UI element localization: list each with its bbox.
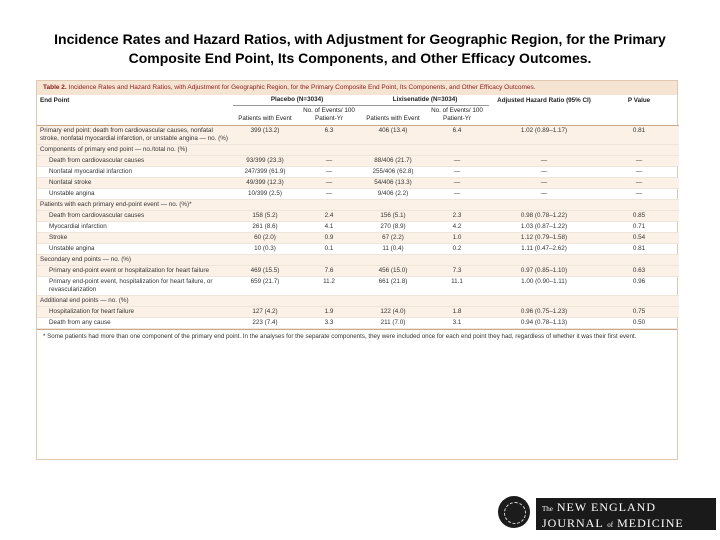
lixisenatide-rate-cell: 7.3 [425,266,489,277]
placebo-rate-cell: 2.4 [297,211,361,222]
placebo-rate-cell: — [297,189,361,200]
p-value-cell: 0.96 [599,277,679,296]
hazard-ratio-cell: — [489,189,599,200]
header-end-point: End Point [40,96,70,104]
section-label: Components of primary end point — no./total no. (%) [37,145,679,156]
table-row [37,244,679,255]
table-row [37,318,679,329]
p-value-cell: — [599,167,679,178]
lixisenatide-patients-cell: 88/406 (21.7) [361,156,425,167]
lixisenatide-rate-cell: 3.1 [425,318,489,329]
section-label: Secondary end points — no. (%) [37,255,679,266]
lixisenatide-patients-cell: 54/406 (13.3) [361,178,425,189]
placebo-patients-cell: 49/399 (12.3) [233,178,297,189]
table-row [37,156,679,167]
placebo-rate-cell: 0.9 [297,233,361,244]
table-row [37,233,679,244]
placebo-patients-cell: 127 (4.2) [233,307,297,318]
p-value-cell: 0.81 [599,244,679,255]
results-table [37,95,679,329]
placebo-patients-cell: 247/399 (61.9) [233,167,297,178]
placebo-rate-cell: 3.3 [297,318,361,329]
journal-name-line1: NEW ENGLAND [556,500,656,514]
placebo-rate-cell: — [297,156,361,167]
hazard-ratio-cell: 0.94 (0.78–1.13) [489,318,599,329]
slide-title [20,30,700,68]
hazard-ratio-cell: 1.03 (0.87–1.22) [489,222,599,233]
table-caption-bar [37,81,677,95]
journal-name [536,498,716,530]
placebo-rate-cell: 11.2 [297,277,361,296]
table-row [37,211,679,222]
p-value-cell: — [599,189,679,200]
p-value-cell: — [599,178,679,189]
lixisenatide-patients-cell: 270 (8.9) [361,222,425,233]
slide-title-line1: Incidence Rates and Hazard Ratios, with Adjustment for Geographic Region, for the Primary [54,31,666,47]
subheader-lixi-patients: Patients with Event [361,106,425,126]
row-label: Nonfatal stroke [37,178,233,189]
p-value-cell: 0.75 [599,307,679,318]
placebo-patients-cell: 659 (21.7) [233,277,297,296]
lixisenatide-patients-cell: 9/406 (2.2) [361,189,425,200]
lixisenatide-rate-cell: — [425,156,489,167]
row-label: Unstable angina [37,189,233,200]
placebo-rate-cell: — [297,178,361,189]
hazard-ratio-cell: 0.98 (0.78–1.22) [489,211,599,222]
header-p-value: P Value [627,96,651,104]
placebo-patients-cell: 10/399 (2.5) [233,189,297,200]
hazard-ratio-cell: — [489,178,599,189]
placebo-patients-cell: 399 (13.2) [233,126,297,145]
placebo-patients-cell: 469 (15.5) [233,266,297,277]
lixisenatide-rate-cell: 11.1 [425,277,489,296]
placebo-rate-cell: 4.1 [297,222,361,233]
journal-name-prefix: The [542,505,553,513]
placebo-rate-cell: 1.9 [297,307,361,318]
lixisenatide-rate-cell: 2.3 [425,211,489,222]
p-value-cell: 0.85 [599,211,679,222]
table-row [37,126,679,145]
results-table-panel [36,80,678,460]
p-value-cell: 0.71 [599,222,679,233]
row-label: Death from cardiovascular causes [37,156,233,167]
row-label: Nonfatal myocardial infarction [37,167,233,178]
hazard-ratio-cell: — [489,156,599,167]
table-row [37,178,679,189]
lixisenatide-rate-cell: 0.2 [425,244,489,255]
placebo-patients-cell: 223 (7.4) [233,318,297,329]
row-label: Unstable angina [37,244,233,255]
subheader-p-blank [599,106,679,126]
lixisenatide-rate-cell: — [425,189,489,200]
header-placebo: Placebo (N=3034) [233,95,361,106]
placebo-patients-cell: 60 (2.0) [233,233,297,244]
lixisenatide-patients-cell: 122 (4.0) [361,307,425,318]
lixisenatide-patients-cell: 456 (15.0) [361,266,425,277]
table-section-row [37,200,679,211]
placebo-rate-cell: — [297,167,361,178]
placebo-patients-cell: 158 (5.2) [233,211,297,222]
journal-name-of: of [607,521,614,529]
journal-name-line2b: MEDICINE [617,516,684,530]
table-row [37,277,679,296]
hazard-ratio-cell: 1.11 (0.47–2.62) [489,244,599,255]
hazard-ratio-cell: 1.02 (0.89–1.17) [489,126,599,145]
placebo-patients-cell: 261 (8.6) [233,222,297,233]
table-footnote: * Some patients had more than one component of the primary end point. In the analyses for the separate components, they were included once for each end point they had, regardless of whether it was their first event. [37,329,677,344]
table-row [37,189,679,200]
placebo-patients-cell: 93/399 (23.3) [233,156,297,167]
lixisenatide-patients-cell: 255/406 (62.8) [361,167,425,178]
lixisenatide-rate-cell: 6.4 [425,126,489,145]
lixisenatide-patients-cell: 661 (21.8) [361,277,425,296]
subheader-hr-blank [489,106,599,126]
row-label: Primary end-point event or hospitalization for heart failure [37,266,233,277]
hazard-ratio-cell: — [489,167,599,178]
hazard-ratio-cell: 1.00 (0.90–1.11) [489,277,599,296]
table-section-row [37,296,679,307]
lixisenatide-patients-cell: 406 (13.4) [361,126,425,145]
row-label: Myocardial infarction [37,222,233,233]
hazard-ratio-cell: 1.12 (0.79–1.58) [489,233,599,244]
row-label: Death from any cause [37,318,233,329]
row-label: Primary end-point event, hospitalization for heart failure, or revascularization [37,277,233,296]
table-caption: Incidence Rates and Hazard Ratios, with Adjustment for Geographic Region, for the Primary Composite End Point, Its Components, and Other Efficacy Outcomes. [68,84,536,91]
table-section-row [37,145,679,156]
lixisenatide-rate-cell: — [425,167,489,178]
row-label: Death from cardiovascular causes [37,211,233,222]
journal-logo [498,496,720,532]
placebo-rate-cell: 6.3 [297,126,361,145]
row-label: Primary end point: death from cardiovascular causes, nonfatal stroke, nonfatal myocardial infarction, or unstable angina — no. (%) [37,126,233,145]
lixisenatide-patients-cell: 156 (5.1) [361,211,425,222]
subheader-blank [37,106,233,126]
placebo-rate-cell: 0.1 [297,244,361,255]
table-row [37,167,679,178]
lixisenatide-rate-cell: 1.0 [425,233,489,244]
row-label: Hospitalization for heart failure [37,307,233,318]
subheader-placebo-rate: No. of Events/ 100 Patient-Yr [297,106,361,126]
table-row [37,222,679,233]
lixisenatide-rate-cell: — [425,178,489,189]
p-value-cell: 0.63 [599,266,679,277]
lixisenatide-patients-cell: 11 (0.4) [361,244,425,255]
header-lixisenatide: Lixisenatide (N=3034) [361,95,489,106]
table-body [37,126,679,329]
lixisenatide-patients-cell: 211 (7.0) [361,318,425,329]
placebo-patients-cell: 10 (0.3) [233,244,297,255]
lixisenatide-rate-cell: 1.8 [425,307,489,318]
journal-name-line2a: JOURNAL [542,516,604,530]
section-label: Additional end points — no. (%) [37,296,679,307]
placebo-rate-cell: 7.6 [297,266,361,277]
subheader-placebo-patients: Patients with Event [233,106,297,126]
row-label: Stroke [37,233,233,244]
lixisenatide-patients-cell: 67 (2.2) [361,233,425,244]
lixisenatide-rate-cell: 4.2 [425,222,489,233]
subheader-lixi-rate: No. of Events/ 100 Patient-Yr [425,106,489,126]
p-value-cell: — [599,156,679,167]
p-value-cell: 0.50 [599,318,679,329]
journal-seal-icon [498,496,530,528]
p-value-cell: 0.54 [599,233,679,244]
header-hazard-ratio: Adjusted Hazard Ratio (95% CI) [497,96,591,104]
p-value-cell: 0.81 [599,126,679,145]
table-row [37,266,679,277]
hazard-ratio-cell: 0.96 (0.75–1.23) [489,307,599,318]
table-label: Table 2. [43,84,67,91]
section-label: Patients with each primary end-point event — no. (%)* [37,200,679,211]
table-section-row [37,255,679,266]
slide-title-line2: Composite End Point, Its Components, and Other Efficacy Outcomes. [128,50,592,66]
table-row [37,307,679,318]
hazard-ratio-cell: 0.97 (0.85–1.10) [489,266,599,277]
